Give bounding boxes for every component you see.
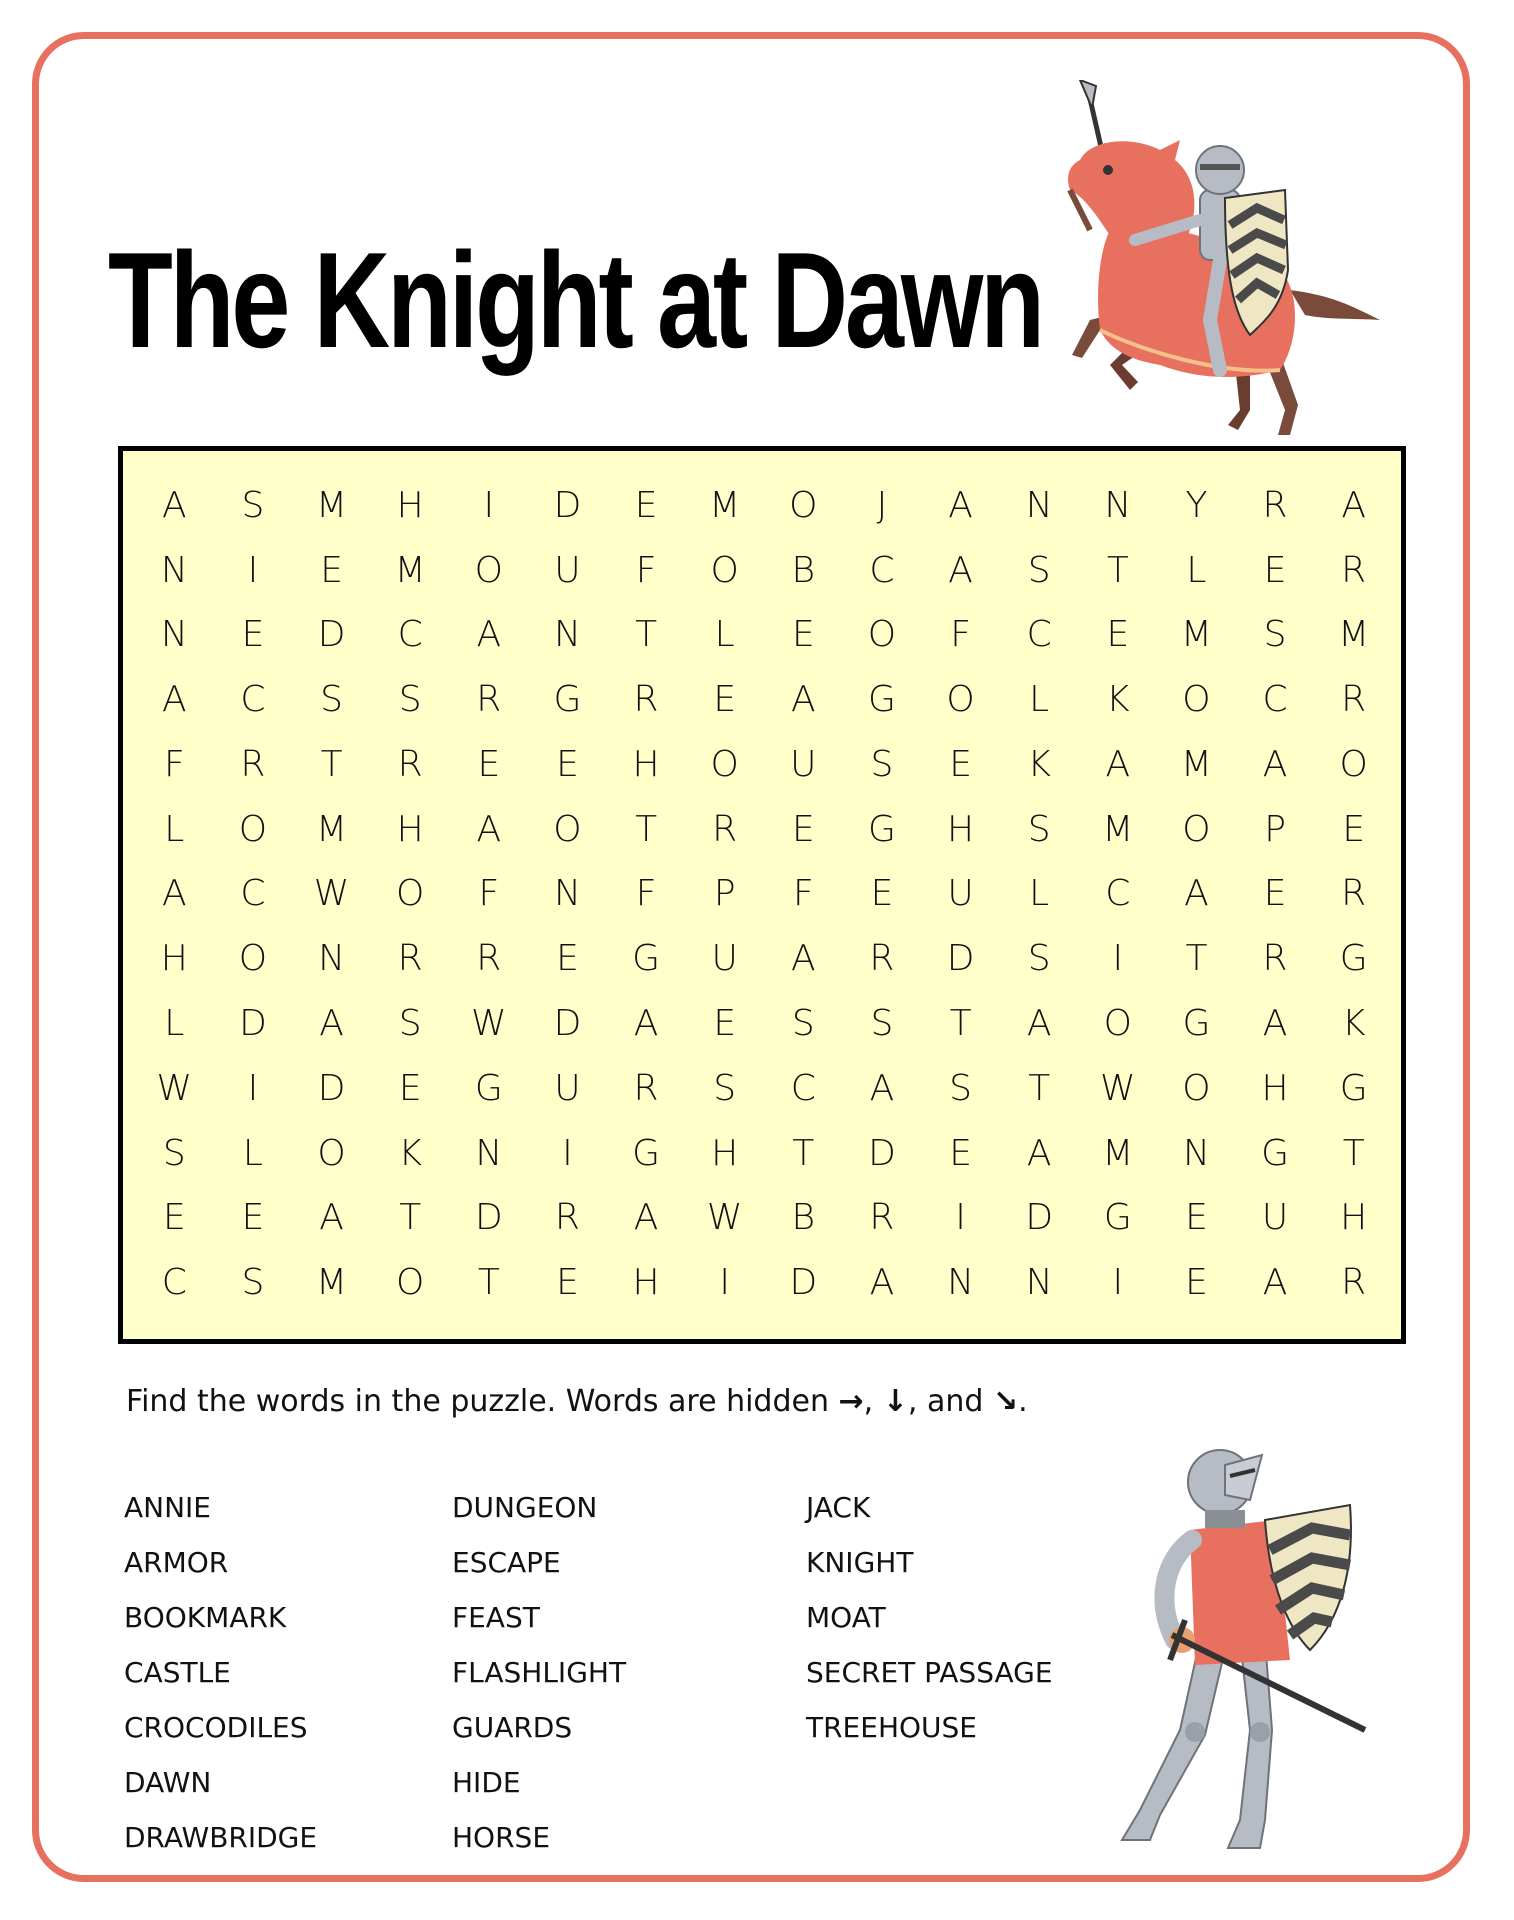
- grid-cell: E: [477, 743, 501, 785]
- grid-cell: C: [161, 1262, 187, 1304]
- grid-cell: M: [1102, 1132, 1134, 1174]
- grid-cell: O: [789, 484, 818, 526]
- grid-cell: S: [1027, 549, 1051, 591]
- word-item: TREEHOUSE: [806, 1711, 977, 1744]
- grid-cell: S: [1027, 938, 1051, 980]
- grid-cell: T: [320, 743, 343, 785]
- grid-cell: M: [1180, 614, 1212, 656]
- grid-cell: C: [240, 873, 266, 915]
- grid-cell: B: [791, 549, 816, 591]
- grid-cell: N: [475, 1132, 503, 1174]
- grid-cell: E: [162, 1197, 186, 1239]
- grid-cell: O: [867, 614, 897, 656]
- word-item: HORSE: [452, 1821, 551, 1854]
- instructions: [126, 1384, 1028, 1419]
- grid-cell: A: [476, 808, 502, 850]
- word-item: ANNIE: [124, 1491, 211, 1524]
- word-item: SECRET PASSAGE: [806, 1656, 1053, 1689]
- grid-cell: E: [1106, 614, 1130, 656]
- grid-cell: N: [318, 938, 346, 980]
- grid-cell: A: [1262, 743, 1288, 785]
- grid-cell: U: [1261, 1197, 1289, 1239]
- grid-cell: O: [1339, 743, 1368, 785]
- grid-cell: L: [164, 808, 185, 850]
- grid-cell: G: [867, 679, 896, 721]
- word-item: MOAT: [806, 1601, 886, 1634]
- grid-cell: I: [247, 1067, 259, 1109]
- grid-cell: R: [1341, 873, 1367, 915]
- grid-cell: U: [790, 743, 817, 785]
- grid-cell: L: [1186, 549, 1207, 591]
- grid-cell: P: [713, 873, 736, 915]
- grid-cell: N: [1182, 1132, 1210, 1174]
- grid-cell: C: [1105, 873, 1131, 915]
- grid-cell: L: [242, 1132, 263, 1174]
- grid-cell: F: [163, 743, 185, 785]
- grid-cell: O: [710, 549, 739, 591]
- grid-cell: A: [319, 1003, 344, 1045]
- grid-cell: A: [161, 873, 187, 915]
- word-search-grid: [118, 446, 1406, 1344]
- grid-cell: O: [1103, 1003, 1132, 1045]
- grid-cell: C: [790, 1067, 816, 1109]
- grid-cell: S: [241, 484, 265, 526]
- grid-cell: G: [1339, 938, 1368, 980]
- grid-cell: N: [1025, 484, 1053, 526]
- grid-cell: I: [719, 1262, 730, 1304]
- grid-cell: G: [1261, 1132, 1290, 1174]
- grid-cell: P: [1264, 808, 1286, 850]
- grid-cell: I: [1112, 938, 1124, 980]
- grid-cell: T: [1106, 549, 1129, 591]
- grid-cell: R: [554, 1197, 580, 1239]
- grid-cell: O: [474, 549, 503, 591]
- grid-cell: G: [474, 1067, 503, 1109]
- arrow-down-icon: ↓: [882, 1384, 908, 1419]
- grid-cell: E: [1263, 873, 1287, 915]
- grid-cell: E: [949, 1132, 972, 1174]
- grid-cell: S: [320, 679, 343, 721]
- grid-cell: T: [635, 808, 658, 850]
- grid-cell: E: [791, 614, 815, 656]
- grid-cell: R: [1341, 1262, 1367, 1304]
- grid-cell: O: [710, 743, 739, 785]
- word-item: DAWN: [124, 1766, 212, 1799]
- grid-cell: E: [870, 873, 894, 915]
- grid-cell: A: [1262, 1262, 1288, 1304]
- grid-cell: R: [633, 679, 659, 721]
- word-item: JACK: [806, 1491, 871, 1524]
- grid-cell: E: [634, 484, 658, 526]
- grid-cell: W: [156, 1067, 193, 1109]
- grid-cell: A: [161, 679, 187, 721]
- grid-cell: R: [633, 1067, 659, 1109]
- grid-cell: R: [1341, 549, 1367, 591]
- grid-cell: M: [316, 808, 348, 850]
- grid-cell: I: [1112, 1262, 1124, 1304]
- grid-cell: U: [711, 938, 738, 980]
- grid-cell: D: [474, 1197, 503, 1239]
- separator: , and: [907, 1384, 984, 1419]
- grid-cell: S: [870, 743, 894, 785]
- grid-cell: R: [476, 938, 502, 980]
- grid-cell: U: [554, 1067, 581, 1109]
- grid-cell: O: [396, 873, 425, 915]
- grid-cell: A: [319, 1197, 344, 1239]
- grid-cell: I: [562, 1132, 573, 1174]
- grid-cell: E: [241, 614, 265, 656]
- grid-cell: R: [869, 938, 895, 980]
- grid-cell: N: [1025, 1262, 1053, 1304]
- grid-cell: G: [632, 938, 661, 980]
- grid-cell: F: [635, 873, 657, 915]
- grid-cell: S: [398, 679, 422, 721]
- grid-cell: C: [869, 549, 895, 591]
- grid-cell: A: [1026, 1003, 1052, 1045]
- grid-cell: R: [397, 743, 423, 785]
- grid-cell: M: [316, 1262, 348, 1304]
- grid-cell: A: [948, 484, 973, 526]
- grid-cell: D: [553, 484, 582, 526]
- grid-cell: M: [1180, 743, 1212, 785]
- grid-cell: G: [1182, 1003, 1211, 1045]
- grid-cell: H: [160, 938, 188, 980]
- word-item: BOOKMARK: [124, 1601, 287, 1634]
- grid-cell: H: [1340, 1197, 1368, 1239]
- grid-cell: R: [476, 679, 502, 721]
- grid-cell: H: [1261, 1067, 1289, 1109]
- grid-cell: F: [635, 549, 657, 591]
- word-item: HIDE: [452, 1766, 521, 1799]
- separator: .: [1018, 1384, 1028, 1419]
- grid-cell: T: [477, 1262, 500, 1304]
- word-item: FLASHLIGHT: [452, 1656, 627, 1689]
- grid-cell: A: [161, 484, 187, 526]
- grid-cell: N: [1104, 484, 1132, 526]
- page-title: The Knight at Dawn: [108, 224, 1042, 376]
- grid-cell: R: [712, 808, 738, 850]
- grid-cell: I: [247, 549, 259, 591]
- grid-cell: E: [398, 1067, 422, 1109]
- grid-cell: N: [553, 614, 581, 656]
- grid-cell: I: [483, 484, 495, 526]
- grid-cell: J: [876, 484, 888, 526]
- grid-cell: H: [396, 484, 424, 526]
- instructions-text: Find the words in the puzzle. Words are hidden: [126, 1384, 829, 1419]
- word-item: ARMOR: [124, 1546, 229, 1579]
- grid-cell: S: [870, 1003, 894, 1045]
- grid-cell: E: [241, 1197, 265, 1239]
- grid-cell: E: [320, 549, 343, 591]
- grid-cell: S: [713, 1067, 737, 1109]
- grid-cell: T: [1028, 1067, 1051, 1109]
- grid-cell: U: [554, 549, 581, 591]
- word-list-column-1: [124, 1480, 317, 1865]
- grid-cell: E: [949, 743, 972, 785]
- grid-cell: W: [706, 1197, 743, 1239]
- grid-cell: B: [791, 1197, 816, 1239]
- grid-cell: E: [556, 1262, 579, 1304]
- mounted-knight-icon: [1050, 80, 1390, 440]
- grid-cell: T: [792, 1132, 815, 1174]
- grid-cell: G: [1339, 1067, 1368, 1109]
- grid-cell: C: [240, 679, 266, 721]
- grid-cell: D: [553, 1003, 582, 1045]
- grid-cell: L: [164, 1003, 185, 1045]
- grid-cell: A: [948, 549, 973, 591]
- word-item: KNIGHT: [806, 1546, 914, 1579]
- grid-cell: D: [317, 614, 346, 656]
- grid-cell: Y: [1185, 484, 1208, 526]
- separator: ,: [863, 1384, 874, 1419]
- word-list-column-3: [806, 1480, 1053, 1755]
- grid-cell: A: [1184, 873, 1209, 915]
- word-list-column-2: [452, 1480, 626, 1865]
- grid-cell: T: [949, 1003, 972, 1045]
- grid-cell: A: [1105, 743, 1131, 785]
- grid-cell: D: [1025, 1197, 1054, 1239]
- grid-cell: M: [1338, 614, 1370, 656]
- grid-cell: A: [476, 614, 502, 656]
- grid-cell: M: [1102, 808, 1134, 850]
- grid-cell: D: [239, 1003, 267, 1045]
- grid-cell: O: [1182, 679, 1211, 721]
- grid-cell: T: [1185, 938, 1208, 980]
- grid-cell: E: [1263, 549, 1287, 591]
- grid-cell: O: [396, 1262, 425, 1304]
- grid-cell: O: [946, 679, 975, 721]
- word-item: FEAST: [452, 1601, 540, 1634]
- grid-cell: H: [947, 808, 975, 850]
- grid-cell: E: [1342, 808, 1366, 850]
- grid-cell: H: [711, 1132, 739, 1174]
- grid-cell: A: [869, 1067, 895, 1109]
- grid-cell: C: [397, 614, 423, 656]
- grid-cell: A: [790, 679, 816, 721]
- grid-cell: M: [709, 484, 741, 526]
- grid-cell: K: [1341, 1003, 1366, 1045]
- grid-cell: E: [713, 679, 737, 721]
- grid-cell: N: [160, 614, 188, 656]
- grid-cell: G: [1103, 1197, 1132, 1239]
- grid-cell: C: [1026, 614, 1052, 656]
- word-item: CASTLE: [124, 1656, 231, 1689]
- grid-cell: I: [955, 1197, 966, 1239]
- word-item: DRAWBRIDGE: [124, 1821, 318, 1854]
- grid-cell: K: [398, 1132, 422, 1174]
- grid-cell: A: [790, 938, 816, 980]
- grid-cell: A: [633, 1003, 659, 1045]
- grid-cell: S: [241, 1262, 265, 1304]
- grid-cell: R: [240, 743, 266, 785]
- grid-cell: G: [632, 1132, 661, 1174]
- arrow-diagonal-icon: ↘: [992, 1384, 1019, 1419]
- grid-cell: D: [868, 1132, 896, 1174]
- grid-cell: M: [316, 484, 348, 526]
- grid-cell: S: [398, 1003, 422, 1045]
- grid-cell: T: [1342, 1132, 1365, 1174]
- grid-cell: A: [1026, 1132, 1052, 1174]
- grid-cell: H: [632, 1262, 660, 1304]
- word-item: ESCAPE: [452, 1546, 561, 1579]
- grid-cell: G: [867, 808, 896, 850]
- grid-cell: F: [792, 873, 814, 915]
- grid-cell: E: [556, 743, 579, 785]
- grid-cell: O: [1182, 808, 1211, 850]
- grid-cell: S: [1027, 808, 1051, 850]
- word-item: CROCODILES: [124, 1711, 308, 1744]
- grid-cell: O: [1182, 1067, 1211, 1109]
- grid-cell: S: [1263, 614, 1287, 656]
- grid-cell: R: [1341, 679, 1367, 721]
- grid-cell: R: [869, 1197, 895, 1239]
- grid-cell: A: [633, 1197, 659, 1239]
- grid-cell: M: [394, 549, 426, 591]
- grid-cell: T: [399, 1197, 422, 1239]
- grid-cell: E: [791, 808, 815, 850]
- grid-cell: G: [553, 679, 582, 721]
- grid-cell: S: [791, 1003, 815, 1045]
- standing-knight-icon: [1100, 1410, 1400, 1860]
- grid-cell: N: [947, 1262, 975, 1304]
- grid-cell: W: [1100, 1067, 1136, 1109]
- grid-cell: N: [160, 549, 188, 591]
- grid-cell: H: [632, 743, 660, 785]
- grid-cell: C: [1262, 679, 1288, 721]
- grid-cell: O: [317, 1132, 346, 1174]
- grid-cell: H: [396, 808, 424, 850]
- grid-cell: K: [1106, 679, 1130, 721]
- grid-cell: E: [1185, 1197, 1208, 1239]
- grid-cell: O: [238, 938, 268, 980]
- grid-cell: E: [1185, 1262, 1208, 1304]
- grid-cell: A: [1341, 484, 1366, 526]
- grid-cell: T: [635, 614, 658, 656]
- word-item: DUNGEON: [452, 1491, 598, 1524]
- grid-cell: O: [238, 808, 268, 850]
- grid-cell: D: [789, 1262, 818, 1304]
- grid-cell: L: [1029, 873, 1050, 915]
- grid-cell: N: [553, 873, 581, 915]
- grid-cell: K: [1027, 743, 1051, 785]
- grid-cell: A: [1262, 1003, 1288, 1045]
- grid-cell: A: [869, 1262, 895, 1304]
- grid-cell: L: [714, 614, 735, 656]
- grid-cell: F: [478, 873, 500, 915]
- grid-cell: W: [471, 1003, 507, 1045]
- grid-cell: S: [162, 1132, 186, 1174]
- grid-cell: R: [1262, 484, 1288, 526]
- grid-cell: D: [946, 938, 975, 980]
- grid-cell: E: [556, 938, 579, 980]
- grid-cell: U: [947, 873, 974, 915]
- grid-cell: W: [313, 873, 350, 915]
- grid-cell: R: [397, 938, 423, 980]
- grid-cell: R: [1262, 938, 1288, 980]
- word-item: GUARDS: [452, 1711, 573, 1744]
- grid-cell: L: [1029, 679, 1050, 721]
- grid-cell: D: [317, 1067, 346, 1109]
- grid-cell: O: [553, 808, 582, 850]
- grid-cell: E: [713, 1003, 737, 1045]
- grid-cell: S: [949, 1067, 972, 1109]
- arrow-right-icon: →: [838, 1384, 864, 1419]
- grid-cell: F: [950, 614, 971, 656]
